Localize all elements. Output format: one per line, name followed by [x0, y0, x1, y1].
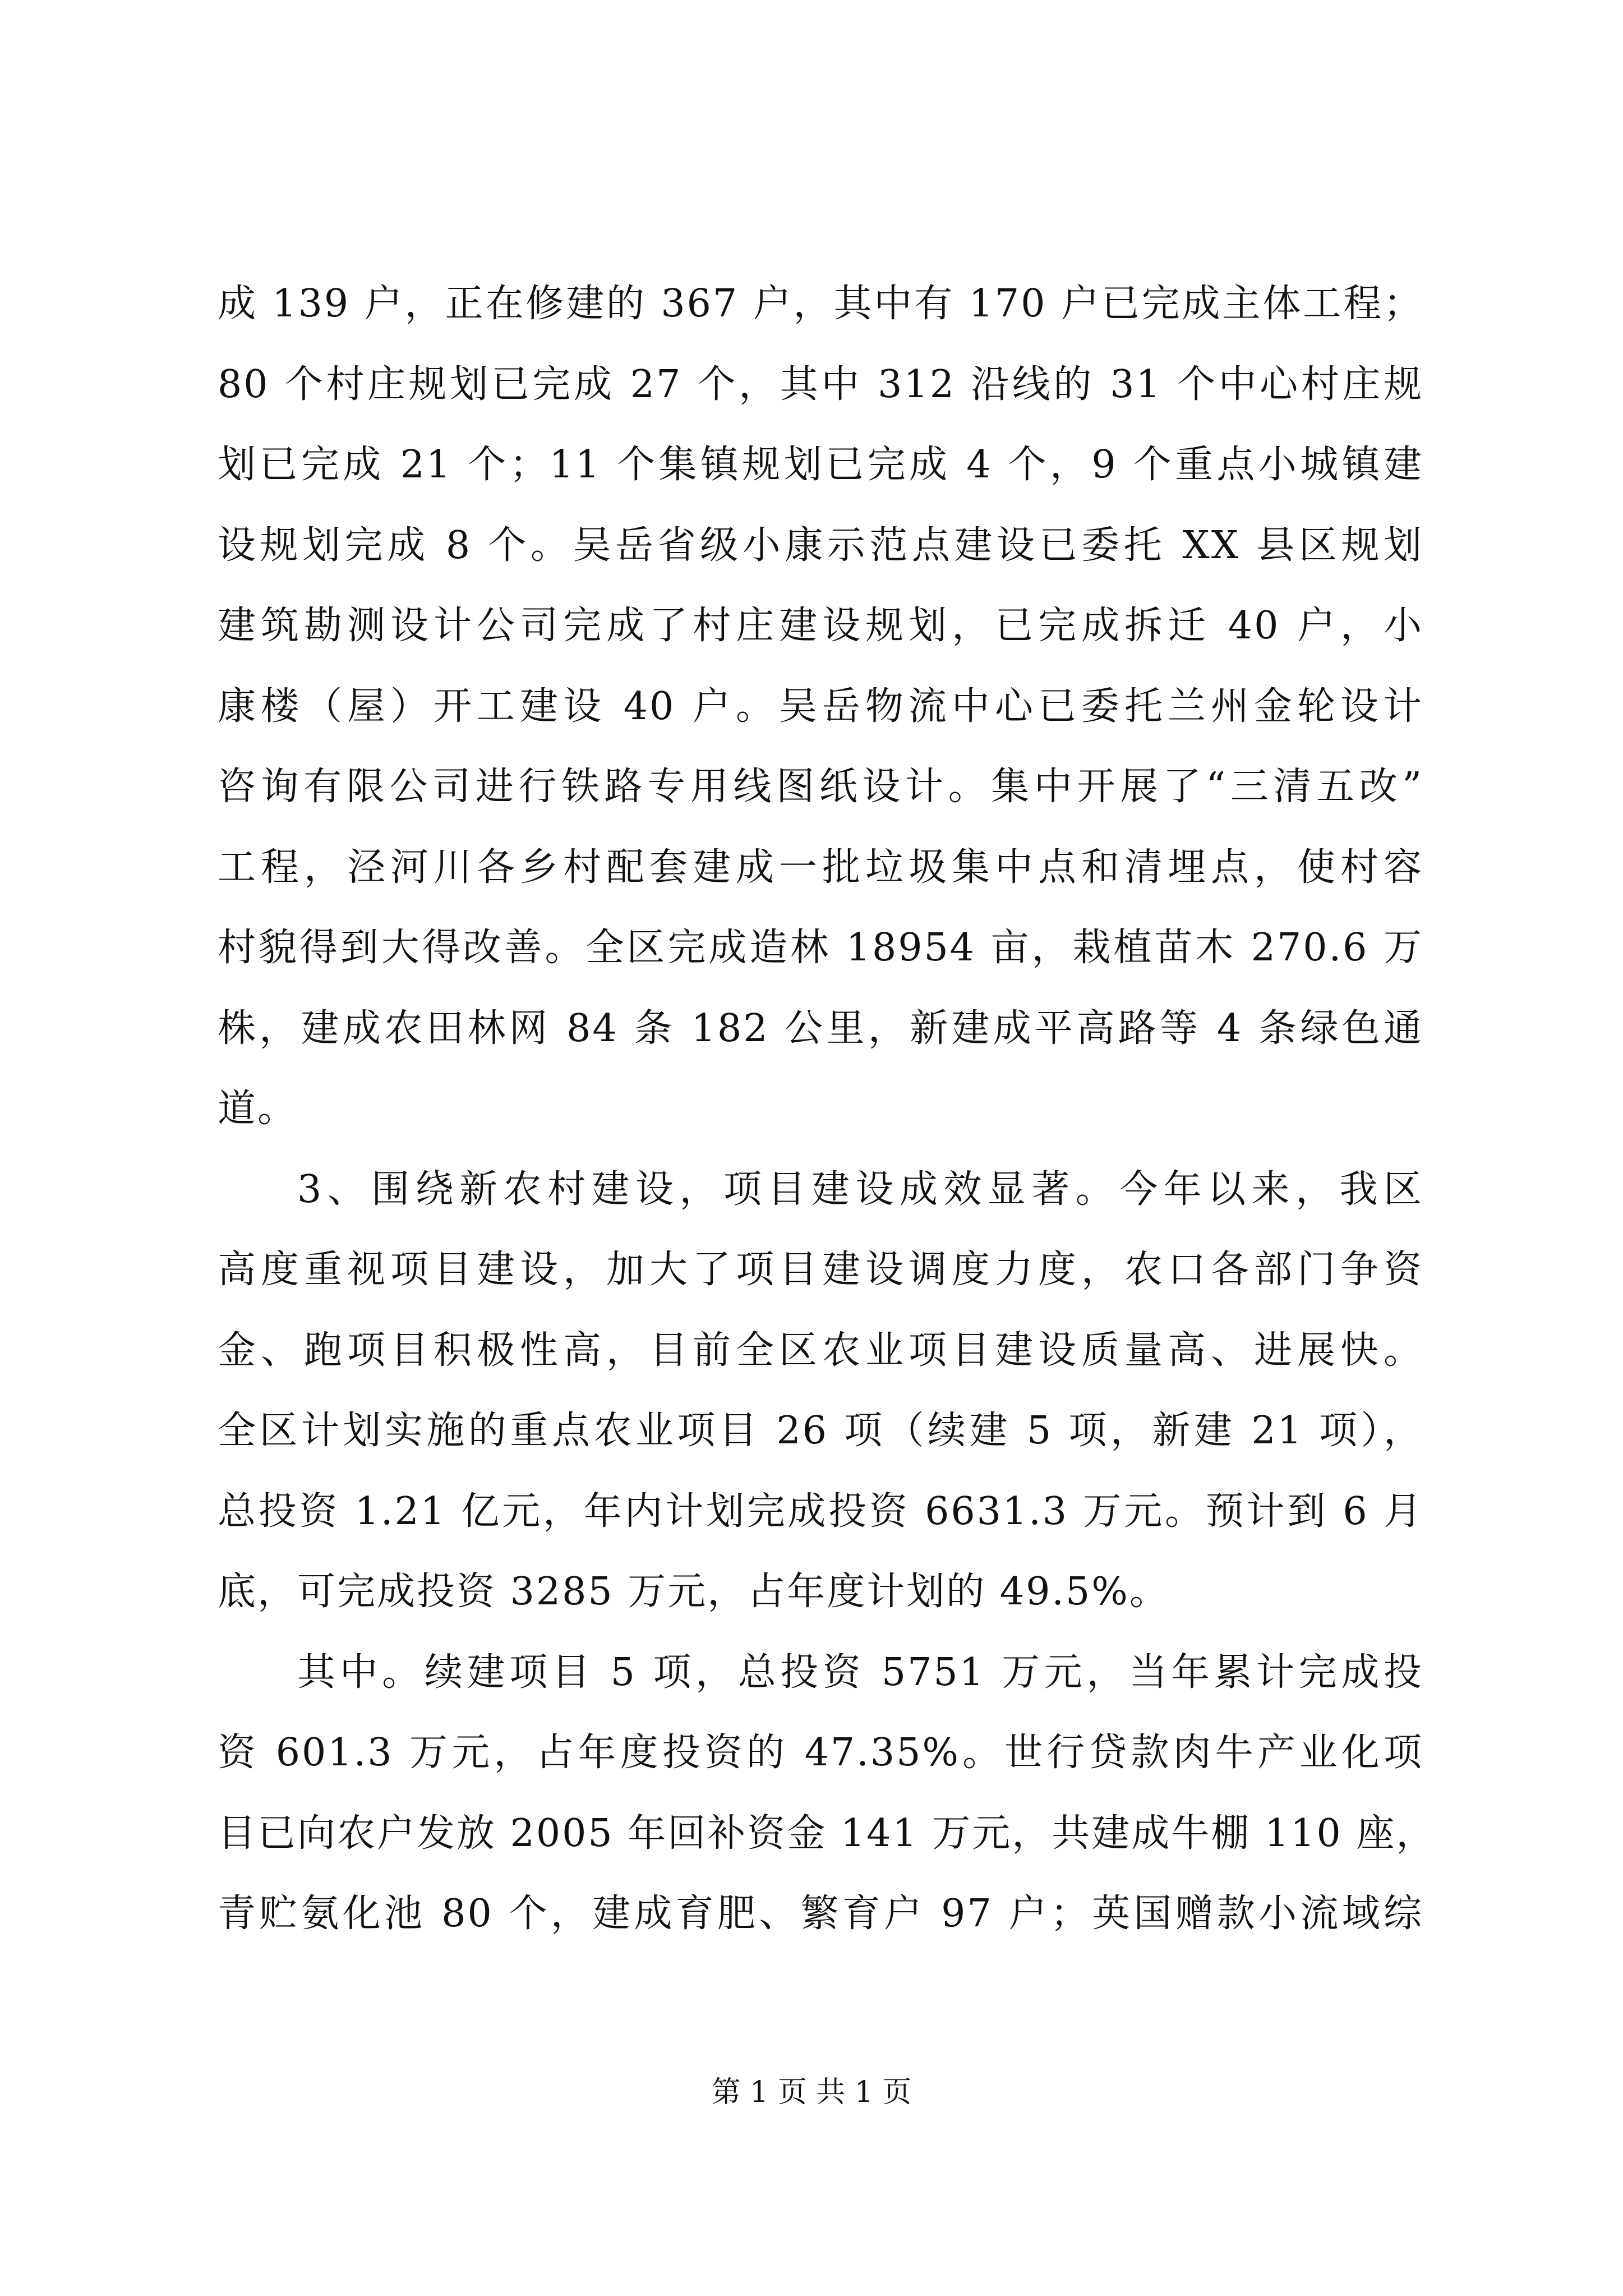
- text-line: 高度重视项目建设，加大了项目建设调度力度，农口各部门争资: [218, 1248, 1423, 1292]
- page-number-footer: 第 1 页 共 1 页: [711, 2076, 912, 2109]
- text-line: 目已向农户发放 2005 年回补资金 141 万元，共建成牛棚 110 座，: [218, 1811, 1436, 1856]
- text-line: 底，可完成投资 3285 万元，占年度计划的 49.5%。: [218, 1570, 1169, 1614]
- text-line: 工程，泾河川各乡村配套建成一批垃圾集中点和清埋点，使村容: [218, 845, 1423, 890]
- text-line: 划已完成 21 个；11 个集镇规划已完成 4 个，9 个重点小城镇建: [218, 443, 1423, 487]
- text-line: 总投资 1.21 亿元，年内计划完成投资 6631.3 万元。预计到 6 月: [218, 1489, 1423, 1534]
- text-line: 康楼（屋）开工建设 40 户。吴岳物流中心已委托兰州金轮设计: [218, 684, 1423, 729]
- text-line: 咨询有限公司进行铁路专用线图纸设计。集中开展了“三清五改”: [218, 765, 1423, 809]
- text-line: 设规划完成 8 个。吴岳省级小康示范点建设已委托 XX 县区规划: [218, 523, 1423, 568]
- text-line: 道。: [218, 1087, 298, 1131]
- text-line: 建筑勘测设计公司完成了村庄建设规划，已完成拆迁 40 户，小: [218, 604, 1423, 648]
- body-text: [218, 264, 1436, 1954]
- text-line: 3、围绕新农村建设，项目建设成效显著。今年以来，我区: [297, 1167, 1423, 1212]
- text-line: 资 601.3 万元，占年度投资的 47.35%。世行贷款肉牛产业化项: [218, 1731, 1423, 1775]
- text-line: 株，建成农田林网 84 条 182 公里，新建成平高路等 4 条绿色通: [218, 1006, 1423, 1051]
- text-line: 青贮氨化池 80 个，建成育肥、繁育户 97 户；英国赠款小流域综: [218, 1892, 1423, 1936]
- text-line: 村貌得到大得改善。全区完成造林 18954 亩，栽植苗木 270.6 万: [218, 926, 1423, 970]
- text-line: 金、跑项目积极性高，目前全区农业项目建设质量高、进展快。: [218, 1328, 1423, 1373]
- text-line: 全区计划实施的重点农业项目 26 项（续建 5 项，新建 21 项），: [218, 1409, 1423, 1453]
- text-line: 成 139 户，正在修建的 367 户，其中有 170 户已完成主体工程；: [218, 282, 1423, 326]
- text-line: 80 个村庄规划已完成 27 个，其中 312 沿线的 31 个中心村庄规: [218, 362, 1423, 407]
- text-line: 其中。续建项目 5 项，总投资 5751 万元，当年累计完成投: [297, 1650, 1423, 1695]
